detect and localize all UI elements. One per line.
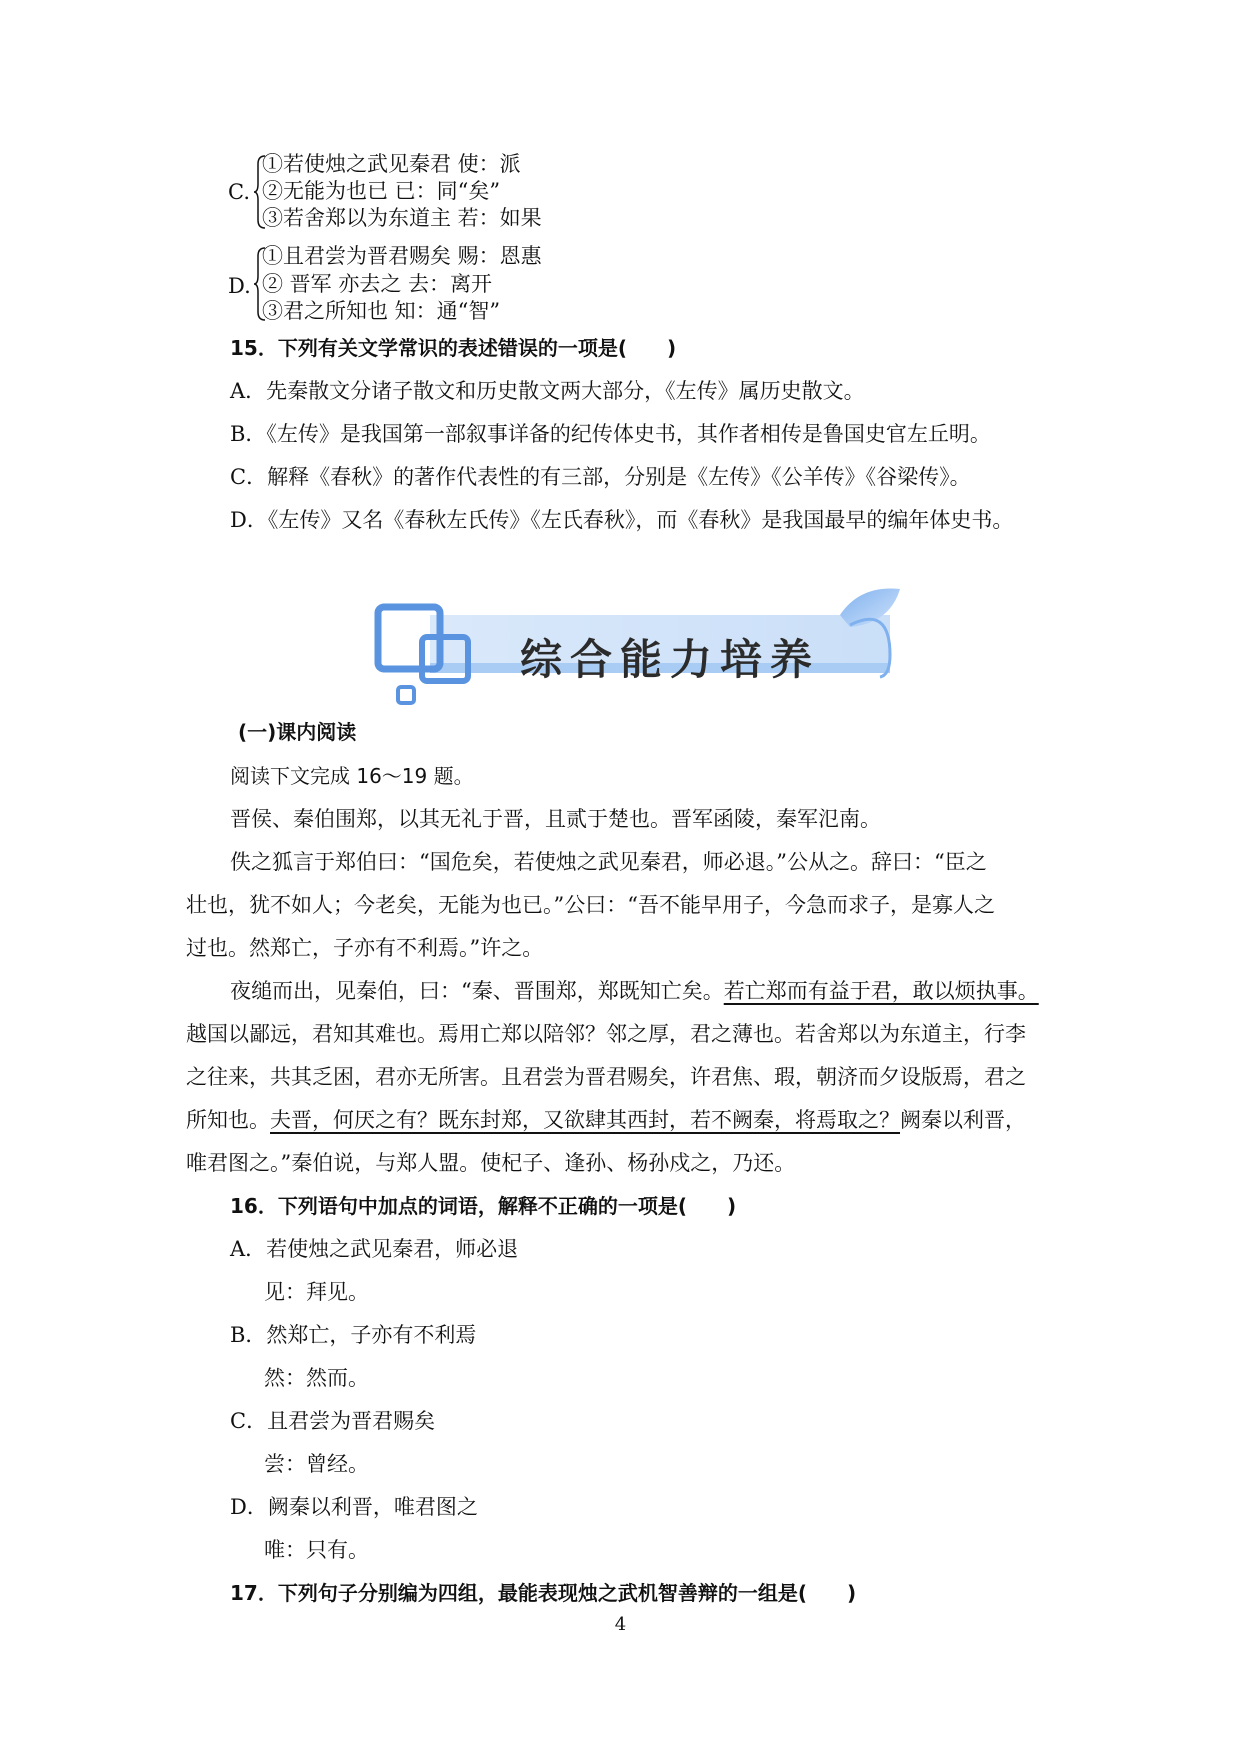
option-d-prefix: D. [228,274,251,298]
q16-option-c-gloss: 尝：曾经。 [264,1452,369,1476]
passage-p2-line-1: 佚之狐言于郑伯曰：“国危矣，若使烛之武见秦君，师必退。”公从之。辞曰：“臣之 [230,850,987,874]
passage-p3-text-a: 夜缒而出，见秦伯，曰：“秦、晋围郑，郑既知亡矣。 [230,979,724,1003]
q16-option-b-gloss: 然：然而。 [264,1366,369,1390]
q16-option-b-sentence: B．然郑亡，子亦有不利焉 [230,1323,477,1347]
underlined-sentence-2: 夫晋，何厌之有？既东封郑，又欲肆其西封，若不阙秦，将焉取之？ [270,1108,900,1132]
q16-stem: 16．下列语句中加点的词语，解释不正确的一项是( ) [230,1194,737,1218]
section-heading: (一)课内阅读 [238,720,357,744]
q15-stem: 15．下列有关文学常识的表述错误的一项是( ) [230,336,677,360]
passage-paragraph-1: 晋侯、秦伯围郑，以其无礼于晋，且贰于楚也。晋军函陵，秦军氾南。 [230,807,881,831]
section-banner [370,585,910,705]
q15-option-a: A．先秦散文分诸子散文和历史散文两大部分，《左传》属历史散文。 [230,379,865,403]
passage-p3-line-5: 唯君图之。”秦伯说，与郑人盟。使杞子、逢孙、杨孙戍之，乃还。 [186,1151,796,1175]
passage-p3-text-b: 所知也。 [186,1108,270,1132]
q16-option-d-sentence: D．阙秦以利晋，唯君图之 [230,1495,478,1519]
page-number: 4 [614,1614,627,1635]
q16-option-d-gloss: 唯：只有。 [264,1538,369,1562]
passage-p3-line-2: 越国以鄙远，君知其难也。焉用亡郑以陪邻？邻之厚，君之薄也。若舍郑以为东道主，行李 [186,1022,1026,1046]
q15-option-d: D．《左传》又名《春秋左氏传》《左氏春秋》，而《春秋》是我国最早的编年体史书。 [230,508,1014,532]
q16-option-c-sentence: C．且君尝为晋君赐矣 [230,1409,436,1433]
q17-stem: 17．下列句子分别编为四组，最能表现烛之武机智善辩的一组是( ) [230,1581,857,1605]
passage-p3-text-c: 阙秦以利晋， [900,1108,1026,1132]
q16-option-a-gloss: 见：拜见。 [264,1280,369,1304]
passage-p3-line-3: 之往来，共其乏困，君亦无所害。且君尝为晋君赐矣，许君焦、瑕，朝济而夕设版焉，君之 [186,1065,1026,1089]
option-c-item-3: ③若舍郑以为东道主 若：如果 [262,206,542,230]
option-d-item-3: ③君之所知也 知：通“智” [262,299,501,323]
passage-p2-line-2: 壮也，犹不如人；今老矣，无能为也已。”公曰：“吾不能早用子，今急而求子，是寡人之 [186,893,995,917]
section-instruction: 阅读下文完成 16～19 题。 [230,764,474,788]
passage-p2-line-3: 过也。然郑亡，子亦有不利焉。”许之。 [186,936,544,960]
q15-option-c: C．解释《春秋》的著作代表性的有三部，分别是《左传》《公羊传》《谷梁传》。 [230,465,971,489]
option-c-prefix: C. [228,180,250,204]
q16-option-a-sentence: A．若使烛之武见秦君，师必退 [230,1237,519,1261]
q15-option-b: B．《左传》是我国第一部叙事详备的纪传体史书，其作者相传是鲁国史官左丘明。 [230,422,991,446]
option-d-item-2: ② 晋军 亦去之 去：离开 [262,272,493,296]
option-c-item-1: ①若使烛之武见秦君 使：派 [262,152,521,176]
option-c-item-2: ②无能为也已 已：同“矣” [262,179,501,203]
banner-title: 综合能力培养 [520,635,821,684]
option-d-item-1: ①且君尝为晋君赐矣 赐：恩惠 [262,244,542,268]
underlined-sentence-1: 若亡郑而有益于君，敢以烦执事。 [723,979,1039,1003]
passage-p3-line-1 [230,977,1039,1005]
passage-p3-line-4 [186,1106,1026,1134]
